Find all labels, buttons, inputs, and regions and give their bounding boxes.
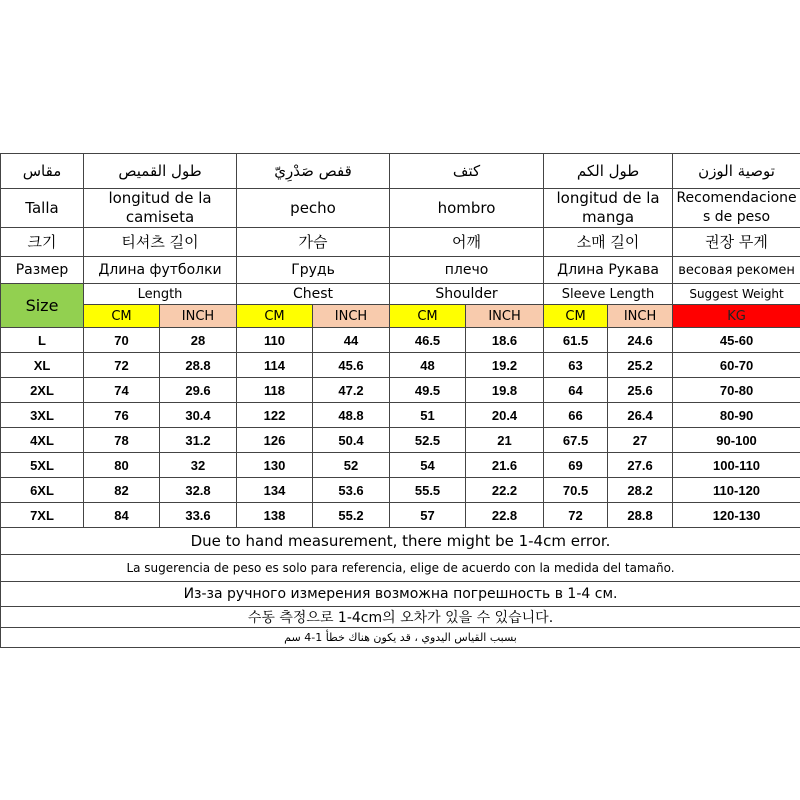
note-english: Due to hand measurement, there might be 1-4cm error. (1, 528, 800, 555)
cell-chest-inch: 48.8 (313, 403, 390, 428)
cell-sleeve-inch: 25.6 (608, 378, 673, 403)
cell-size: 6XL (1, 478, 84, 503)
cell-sleeve-inch: 25.2 (608, 353, 673, 378)
table-row (1, 378, 800, 403)
header-length-ru: Длина футболки (84, 257, 237, 284)
cell-shoulder-cm: 48 (390, 353, 466, 378)
header-sleeve-ru: Длина Рукава (544, 257, 673, 284)
shoulder-header: Shoulder (390, 284, 544, 305)
note-arabic: بسبب القياس اليدوي ، قد يكون هناك خطأ 1-4 سم (1, 628, 800, 648)
table-row (1, 453, 800, 478)
cell-chest-inch: 55.2 (313, 503, 390, 528)
header-chest-ar: قفص صَدْرِيّ (237, 154, 390, 189)
cell-sleeve-cm: 64 (544, 378, 608, 403)
unit-cm: CM (544, 305, 608, 328)
cell-length-inch: 29.6 (160, 378, 237, 403)
cell-chest-cm: 114 (237, 353, 313, 378)
cell-length-cm: 80 (84, 453, 160, 478)
cell-chest-cm: 118 (237, 378, 313, 403)
unit-inch: INCH (608, 305, 673, 328)
table-row (1, 478, 800, 503)
cell-weight-kg: 45-60 (673, 328, 800, 353)
cell-shoulder-cm: 57 (390, 503, 466, 528)
notes-body (1, 528, 800, 648)
header-size-ar: مقاس (1, 154, 84, 189)
note-russian: Из-за ручного измерения возможна погрешность в 1-4 см. (1, 582, 800, 607)
cell-shoulder-cm: 52.5 (390, 428, 466, 453)
cell-chest-cm: 130 (237, 453, 313, 478)
cell-weight-kg: 100-110 (673, 453, 800, 478)
cell-weight-kg: 70-80 (673, 378, 800, 403)
cell-shoulder-inch: 22.2 (466, 478, 544, 503)
cell-shoulder-inch: 19.8 (466, 378, 544, 403)
unit-row (1, 305, 800, 328)
size-header: Size (1, 284, 84, 328)
note-row (1, 528, 800, 555)
cell-weight-kg: 120-130 (673, 503, 800, 528)
cell-chest-cm: 126 (237, 428, 313, 453)
cell-size: XL (1, 353, 84, 378)
cell-weight-kg: 110-120 (673, 478, 800, 503)
cell-sleeve-inch: 26.4 (608, 403, 673, 428)
cell-chest-cm: 138 (237, 503, 313, 528)
header-shoulder-ar: كتف (390, 154, 544, 189)
note-row (1, 555, 800, 582)
header-shoulder-es: hombro (390, 189, 544, 228)
unit-inch: INCH (160, 305, 237, 328)
cell-shoulder-cm: 54 (390, 453, 466, 478)
cell-chest-inch: 45.6 (313, 353, 390, 378)
cell-sleeve-inch: 28.2 (608, 478, 673, 503)
header-chest-ru: Грудь (237, 257, 390, 284)
cell-length-inch: 32 (160, 453, 237, 478)
cell-sleeve-inch: 24.6 (608, 328, 673, 353)
header-length-ko: 티셔츠 길이 (84, 228, 237, 257)
spanish-header-row (1, 189, 800, 228)
header-shoulder-ko: 어깨 (390, 228, 544, 257)
header-size-ru: Размер (1, 257, 84, 284)
cell-sleeve-inch: 27.6 (608, 453, 673, 478)
cell-length-inch: 32.8 (160, 478, 237, 503)
table-row (1, 403, 800, 428)
cell-weight-kg: 60-70 (673, 353, 800, 378)
korean-header-row (1, 228, 800, 257)
header-sleeve-es: longitud de la manga (544, 189, 673, 228)
unit-cm: CM (84, 305, 160, 328)
cell-size: 5XL (1, 453, 84, 478)
cell-size: 2XL (1, 378, 84, 403)
note-row (1, 582, 800, 607)
cell-chest-cm: 110 (237, 328, 313, 353)
unit-cm: CM (237, 305, 313, 328)
header-weight-ko: 권장 무게 (673, 228, 800, 257)
cell-length-cm: 78 (84, 428, 160, 453)
unit-kg: KG (673, 305, 800, 328)
cell-shoulder-cm: 51 (390, 403, 466, 428)
cell-shoulder-inch: 20.4 (466, 403, 544, 428)
length-header: Length (84, 284, 237, 305)
weight-header: Suggest Weight (673, 284, 800, 305)
note-row (1, 607, 800, 628)
table-row (1, 428, 800, 453)
table-row (1, 353, 800, 378)
cell-shoulder-inch: 21 (466, 428, 544, 453)
header-sleeve-ar: طول الكم (544, 154, 673, 189)
table-row (1, 503, 800, 528)
cell-length-cm: 84 (84, 503, 160, 528)
header-sleeve-ko: 소매 길이 (544, 228, 673, 257)
unit-inch: INCH (313, 305, 390, 328)
cell-shoulder-inch: 21.6 (466, 453, 544, 478)
cell-sleeve-cm: 61.5 (544, 328, 608, 353)
cell-shoulder-inch: 22.8 (466, 503, 544, 528)
cell-shoulder-cm: 49.5 (390, 378, 466, 403)
unit-cm: CM (390, 305, 466, 328)
header-chest-es: pecho (237, 189, 390, 228)
cell-length-inch: 30.4 (160, 403, 237, 428)
arabic-header-row (1, 154, 800, 189)
cell-chest-cm: 122 (237, 403, 313, 428)
note-row (1, 628, 800, 648)
cell-sleeve-cm: 70.5 (544, 478, 608, 503)
cell-sleeve-inch: 27 (608, 428, 673, 453)
header-length-es: longitud de la camiseta (84, 189, 237, 228)
cell-length-cm: 72 (84, 353, 160, 378)
cell-sleeve-cm: 72 (544, 503, 608, 528)
russian-header-row (1, 257, 800, 284)
cell-sleeve-cm: 69 (544, 453, 608, 478)
header-size-es: Talla (1, 189, 84, 228)
cell-weight-kg: 90-100 (673, 428, 800, 453)
cell-size: L (1, 328, 84, 353)
cell-shoulder-cm: 46.5 (390, 328, 466, 353)
chest-header: Chest (237, 284, 390, 305)
header-chest-ko: 가슴 (237, 228, 390, 257)
cell-length-cm: 76 (84, 403, 160, 428)
cell-length-inch: 28.8 (160, 353, 237, 378)
cell-chest-cm: 134 (237, 478, 313, 503)
cell-chest-inch: 44 (313, 328, 390, 353)
cell-shoulder-inch: 19.2 (466, 353, 544, 378)
header-size-ko: 크기 (1, 228, 84, 257)
size-table (0, 153, 800, 648)
cell-sleeve-cm: 66 (544, 403, 608, 428)
cell-length-inch: 28 (160, 328, 237, 353)
cell-chest-inch: 53.6 (313, 478, 390, 503)
header-length-ar: طول القميص (84, 154, 237, 189)
cell-length-cm: 74 (84, 378, 160, 403)
cell-sleeve-inch: 28.8 (608, 503, 673, 528)
cell-sleeve-cm: 63 (544, 353, 608, 378)
cell-size: 4XL (1, 428, 84, 453)
cell-size: 7XL (1, 503, 84, 528)
cell-chest-inch: 50.4 (313, 428, 390, 453)
table-row (1, 328, 800, 353)
header-weight-es: Recomendaciones de peso (673, 189, 800, 228)
note-korean: 수동 측정으로 1-4cm의 오차가 있을 수 있습니다. (1, 607, 800, 628)
cell-length-inch: 33.6 (160, 503, 237, 528)
cell-weight-kg: 80-90 (673, 403, 800, 428)
cell-length-cm: 70 (84, 328, 160, 353)
sleeve-header: Sleeve Length (544, 284, 673, 305)
cell-length-cm: 82 (84, 478, 160, 503)
cell-chest-inch: 47.2 (313, 378, 390, 403)
size-chart (0, 153, 800, 648)
cell-chest-inch: 52 (313, 453, 390, 478)
cell-shoulder-cm: 55.5 (390, 478, 466, 503)
cell-size: 3XL (1, 403, 84, 428)
english-header-row (1, 284, 800, 305)
header-weight-ru: весовая рекомен (673, 257, 800, 284)
unit-inch: INCH (466, 305, 544, 328)
cell-sleeve-cm: 67.5 (544, 428, 608, 453)
header-weight-ar: توصية الوزن (673, 154, 800, 189)
note-spanish: La sugerencia de peso es solo para referencia, elige de acuerdo con la medida del tamaño. (1, 555, 800, 582)
size-data-body (1, 328, 800, 528)
cell-shoulder-inch: 18.6 (466, 328, 544, 353)
cell-length-inch: 31.2 (160, 428, 237, 453)
header-shoulder-ru: плечо (390, 257, 544, 284)
